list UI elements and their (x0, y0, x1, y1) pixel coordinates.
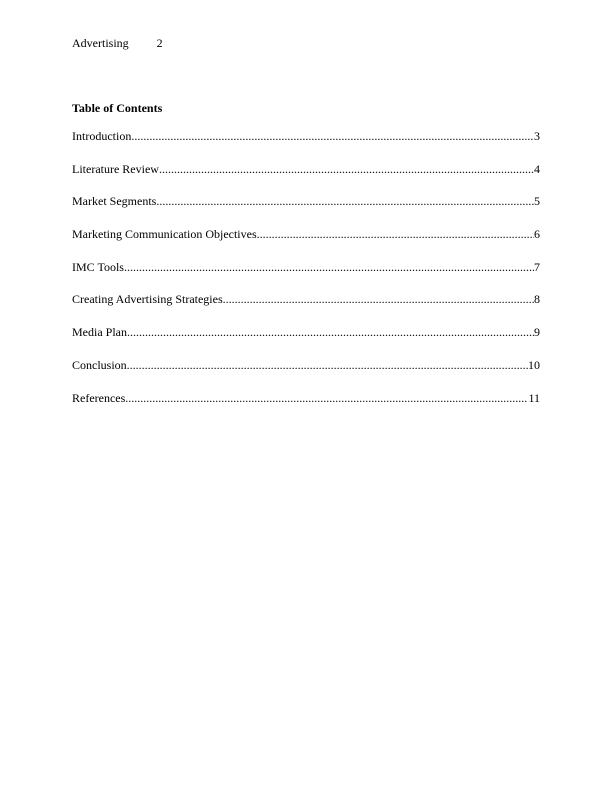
toc-entry-page: 9 (534, 325, 540, 340)
toc-entry-title: Media Plan (72, 325, 127, 340)
toc-entry-conclusion[interactable] (72, 357, 540, 390)
toc-entry-page: 5 (534, 194, 540, 209)
toc-dot-leader (156, 193, 534, 209)
toc-entry-page: 6 (534, 227, 540, 242)
toc-entry-references[interactable] (72, 390, 540, 423)
toc-dot-leader (127, 357, 528, 373)
toc-dot-leader (124, 259, 534, 275)
toc-entry-imc-tools[interactable] (72, 259, 540, 292)
toc-entry-page: 4 (534, 161, 540, 176)
toc-entry-title: Marketing Communication Objectives (72, 227, 257, 242)
toc-entry-title: Market Segments (72, 194, 157, 209)
toc-dot-leader (159, 161, 534, 177)
toc-heading: Table of Contents (72, 101, 163, 115)
toc-dot-leader (257, 226, 534, 242)
toc-entry-page: 8 (534, 292, 540, 307)
toc-entry-title: Creating Advertising Strategies (72, 292, 223, 307)
toc-entry-title: References (72, 390, 126, 405)
toc-dot-leader (223, 291, 534, 307)
toc-entry-title: IMC Tools (72, 259, 124, 274)
header-page-number: 2 (156, 36, 163, 50)
toc-entry-page: 11 (528, 390, 540, 405)
toc-entry-page: 7 (534, 259, 540, 274)
toc-entry-literature-review[interactable] (72, 161, 540, 194)
toc-entry-title: Conclusion (72, 357, 127, 372)
toc-dot-leader (127, 324, 534, 340)
running-head: Advertising (72, 36, 129, 50)
toc-entry-introduction[interactable] (72, 128, 540, 161)
toc-entry-marketing-communication-objectives[interactable] (72, 226, 540, 259)
toc-entry-market-segments[interactable] (72, 193, 540, 226)
toc-entry-media-plan[interactable] (72, 324, 540, 357)
toc-entry-page: 10 (528, 357, 540, 372)
page-header (72, 35, 163, 51)
toc-dot-leader (131, 128, 534, 144)
toc-entry-title: Literature Review (72, 161, 159, 176)
table-of-contents (72, 128, 540, 422)
toc-entry-creating-advertising-strategies[interactable] (72, 291, 540, 324)
toc-entry-page: 3 (534, 129, 540, 143)
toc-dot-leader (125, 390, 528, 406)
toc-entry-title: Introduction (72, 129, 132, 143)
